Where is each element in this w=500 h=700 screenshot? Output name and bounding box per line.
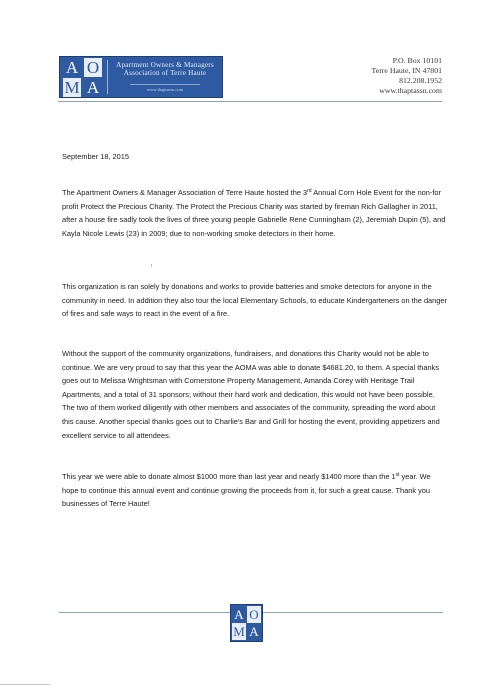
logo-letter: M (64, 78, 80, 97)
paragraph-4-text-a: This year we were able to donate almost $1000 more than last year and nearly $1400 more than the 1 (62, 472, 396, 481)
logo-letter: O (84, 58, 102, 77)
logo-rule (130, 84, 200, 85)
paragraph-3: Without the support of the community organizations, fundraisers, and donations this Charity would not be able to continue. We are very proud to say that this year the AOMA was able to donate $4681.20, to them. A special thanks goes out to Melissa Wrightsman with Cornerstone Property Management, Amanda Corey with Heritage Trail Apartments, and a total of 31 sponsors; without their hard work and dedication, this would not have been possible. The two of them worked diligently with other members and associates of the community, spreading the word about this cause. Another special thanks goes out to Charlie's Bar and Grill for hosting the event, providing appetizers and excellent service to all attendees. (62, 349, 440, 440)
footer-logo-letter: O (247, 606, 261, 623)
aoma-logo (59, 56, 223, 98)
ordinal-suffix: st (395, 472, 400, 478)
org-name-line1: Apartment Owners & Managers (116, 61, 214, 69)
scan-edge-mark (0, 684, 50, 685)
org-name-line2: Association of Terre Haute (123, 69, 207, 77)
paragraph-4 (62, 470, 447, 511)
website-link[interactable]: www.thaptassn.com (379, 86, 442, 95)
stray-mark (151, 264, 152, 267)
logo-letter: A (65, 58, 79, 77)
contact-block (322, 56, 442, 96)
paragraph-2: This organization is ran solely by donations and works to provide batteries and smoke detectors for anyone in the community in need. In addition they also tour the local Elementary Schools, to educate Kindergarteners on the danger of fires and safe ways to react in the event of a fire. (62, 282, 447, 319)
logo-letter: A (86, 78, 100, 97)
phone: 812.208.1952 (399, 76, 442, 85)
letter-date: September 18, 2015 (62, 152, 129, 161)
footer-logo-letter: M (233, 624, 245, 639)
paragraph-4-text-b: year. We hope to continue this annual event and continue growing the proceeds from it, for such a great cause. Thank you businesses of Terre Haute! (62, 472, 431, 509)
paragraph-1-text-a: The Apartment Owners & Manager Association of Terre Haute hosted the 3 (62, 188, 308, 197)
address-line1: P.O. Box 10101 (392, 56, 442, 65)
address-line2: Terre Haute, IN 47801 (371, 66, 442, 75)
footer-aoma-logo (230, 604, 263, 642)
logo-website: www.thaptassn.com (146, 87, 184, 92)
footer-logo-letter: A (234, 607, 244, 622)
org-name (111, 61, 219, 77)
header-divider (58, 101, 442, 102)
ordinal-suffix: rd (307, 188, 312, 194)
paragraph-1-text-b: Annual Corn Hole Event for the non-for profit Protect the Precious Charity. The Protect the Precious Charity was started by fireman Rich Gallagher in 2011, after a house fire sadly took the lives of three young people Gabrielle Rene Cunningham (2), Jeremiah Dupin (5), and Kayla Nicole Lewis (23) in 2009; due to non-working smoke detectors in their home. (62, 188, 446, 238)
logo-divider (107, 60, 108, 94)
paragraph-1 (62, 186, 447, 240)
footer-logo-letter: A (249, 624, 259, 639)
